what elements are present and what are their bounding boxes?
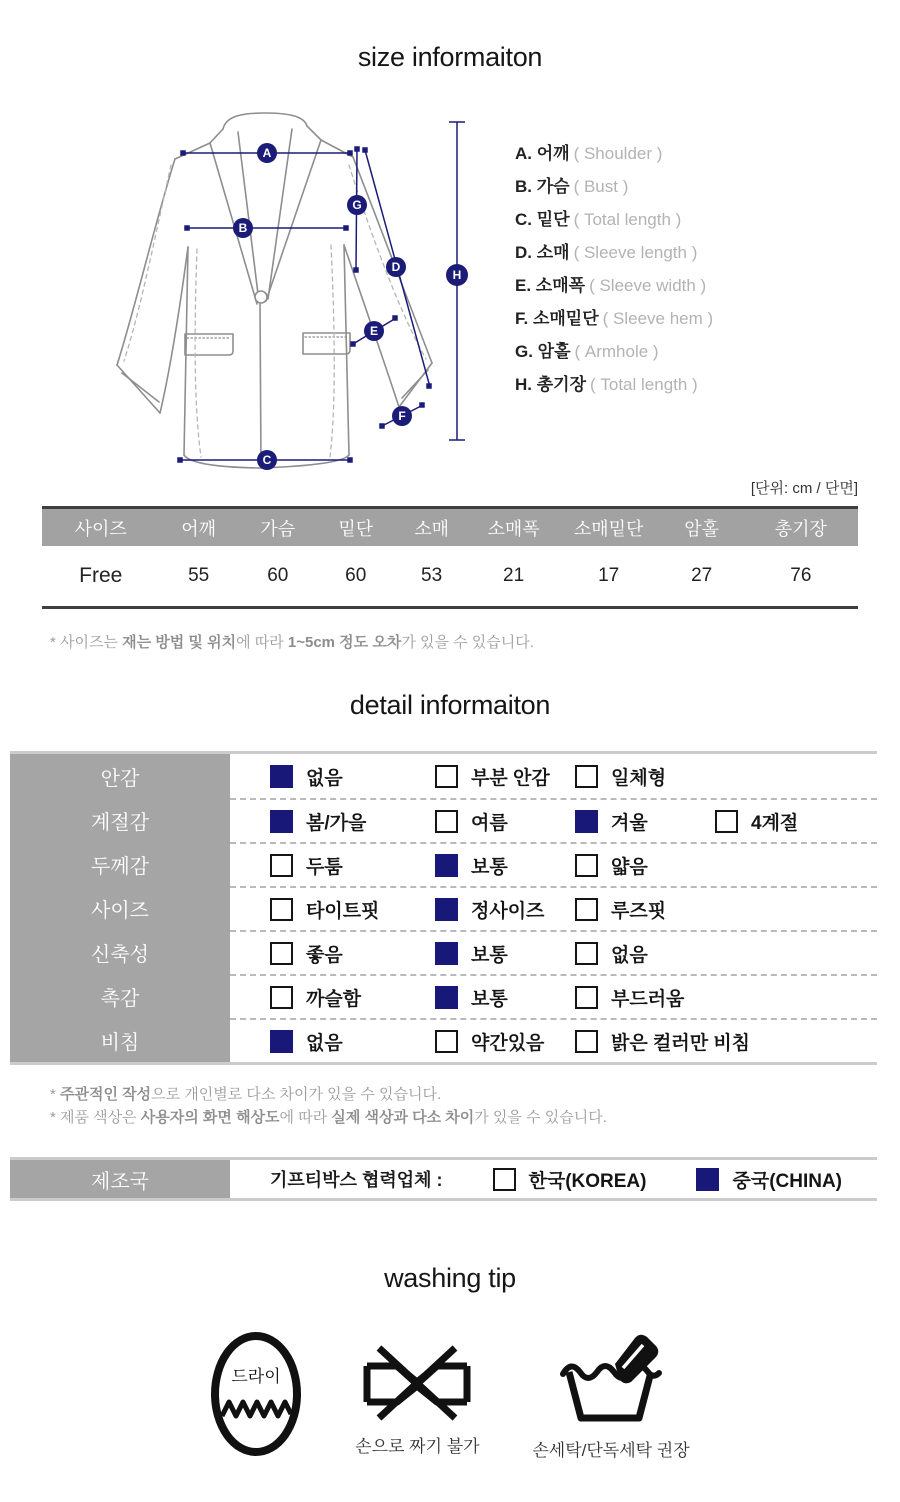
option bbox=[435, 984, 575, 1011]
checkbox-unchecked[interactable] bbox=[270, 942, 293, 965]
option bbox=[270, 896, 435, 923]
size-column-header: 암홀 bbox=[684, 518, 720, 539]
size-column-header: 총기장 bbox=[774, 518, 827, 539]
detail-note-1 bbox=[50, 1083, 900, 1106]
size-column-header: 소매 bbox=[414, 518, 449, 539]
marker-e: E bbox=[369, 324, 379, 338]
detail-row-label: 계절감 bbox=[10, 798, 230, 842]
size-value-cell: 76 bbox=[790, 565, 812, 586]
size-column-header: 어깨 bbox=[181, 518, 217, 539]
checkbox-checked[interactable] bbox=[435, 854, 458, 877]
note-segment: * 사이즈는 bbox=[50, 634, 123, 651]
option-label: 여름 bbox=[471, 812, 508, 834]
note-segment: 으로 개인별로 다소 차이가 있을 수 있습니다. bbox=[151, 1086, 442, 1103]
hand-wash-icon bbox=[559, 1332, 663, 1426]
origin-content bbox=[230, 1160, 877, 1198]
option bbox=[270, 940, 435, 967]
option bbox=[435, 896, 575, 923]
checkbox-unchecked[interactable] bbox=[270, 986, 293, 1009]
checkbox-checked[interactable] bbox=[696, 1168, 719, 1191]
detail-row-options bbox=[230, 1018, 877, 1062]
option-label: 부드러움 bbox=[611, 988, 685, 1010]
option-label: 루즈핏 bbox=[611, 900, 667, 922]
checkbox-unchecked[interactable] bbox=[270, 854, 293, 877]
note-segment: * bbox=[50, 1086, 61, 1103]
checkbox-checked[interactable] bbox=[270, 1030, 293, 1053]
option bbox=[270, 763, 435, 790]
option bbox=[715, 808, 798, 835]
option-label: 4계절 bbox=[751, 812, 799, 834]
note-bold-segment: 재는 방법 및 위치 bbox=[122, 634, 237, 651]
checkbox-checked[interactable] bbox=[435, 898, 458, 921]
option bbox=[435, 1028, 575, 1055]
option-label: 한국(KOREA) bbox=[528, 1170, 647, 1192]
checkbox-unchecked[interactable] bbox=[435, 810, 458, 833]
option bbox=[696, 1166, 842, 1193]
option-label: 좋음 bbox=[306, 944, 343, 966]
legend-item-label: H. 총기장 bbox=[515, 375, 586, 394]
option-label: 약간있음 bbox=[471, 1032, 545, 1054]
size-table bbox=[42, 506, 858, 609]
option-label: 겨울 bbox=[611, 812, 648, 834]
legend-item-label: C. 밑단 bbox=[515, 210, 570, 229]
option bbox=[575, 1028, 751, 1055]
detail-row-label: 두께감 bbox=[10, 842, 230, 886]
option bbox=[575, 896, 715, 923]
option-label: 중국(CHINA) bbox=[732, 1170, 843, 1192]
option bbox=[270, 984, 435, 1011]
marker-b: B bbox=[238, 221, 248, 235]
note-bold-segment: 주관적인 작성 bbox=[60, 1086, 152, 1103]
legend-item-english: ( Bust ) bbox=[573, 177, 629, 196]
unit-note: [단위: cm / 단면] bbox=[750, 480, 858, 497]
option bbox=[493, 1166, 647, 1193]
detail-row bbox=[10, 798, 877, 842]
option-label: 보통 bbox=[471, 856, 508, 878]
checkbox-unchecked[interactable] bbox=[575, 898, 598, 921]
option-label: 봄/가을 bbox=[306, 812, 367, 834]
detail-row-label: 비침 bbox=[10, 1018, 230, 1062]
size-table-data-row bbox=[42, 546, 858, 606]
option bbox=[270, 1028, 435, 1055]
note-bold-segment: 실제 색상과 다소 차이 bbox=[331, 1109, 475, 1126]
hand-wash-item bbox=[532, 1330, 689, 1461]
checkbox-checked[interactable] bbox=[435, 942, 458, 965]
option bbox=[435, 808, 575, 835]
detail-row-options bbox=[230, 842, 877, 886]
size-diagram bbox=[0, 99, 900, 477]
detail-row bbox=[10, 1018, 877, 1062]
checkbox-unchecked[interactable] bbox=[270, 898, 293, 921]
marker-d: D bbox=[391, 260, 401, 274]
jacket-measurement-diagram bbox=[60, 107, 480, 485]
size-value-cell: 53 bbox=[421, 565, 443, 586]
size-value-cell: 21 bbox=[503, 565, 525, 586]
no-wring-icon bbox=[354, 1344, 480, 1422]
size-column-header: 밑단 bbox=[338, 518, 374, 539]
dry-clean-item bbox=[210, 1330, 302, 1458]
note-bold-segment: 사용자의 화면 해상도 bbox=[140, 1109, 280, 1126]
legend-item-label: E. 소매폭 bbox=[515, 276, 586, 295]
dry-clean-icon-text: 드라이 bbox=[231, 1367, 282, 1386]
legend-item bbox=[515, 340, 713, 373]
marker-c: C bbox=[262, 453, 272, 467]
origin-label: 제조국 bbox=[10, 1160, 230, 1198]
legend-item bbox=[515, 142, 713, 175]
measurement-lines bbox=[178, 122, 465, 462]
detail-row bbox=[10, 842, 877, 886]
detail-notes bbox=[50, 1083, 900, 1129]
size-value-cell: 17 bbox=[598, 565, 620, 586]
option-label: 일체형 bbox=[611, 767, 667, 789]
checkbox-unchecked[interactable] bbox=[575, 1030, 598, 1053]
option-label: 보통 bbox=[471, 988, 508, 1010]
checkbox-unchecked[interactable] bbox=[435, 1030, 458, 1053]
option-label: 까슬함 bbox=[306, 988, 362, 1010]
detail-row bbox=[10, 930, 877, 974]
option bbox=[435, 940, 575, 967]
detail-row-options bbox=[230, 886, 877, 930]
no-wring-label: 손으로 짜기 불가 bbox=[355, 1437, 480, 1456]
note-segment: 에 따라 bbox=[236, 634, 288, 651]
legend-item-label: B. 가슴 bbox=[515, 177, 570, 196]
option-label: 밝은 컬러만 비침 bbox=[611, 1032, 751, 1054]
legend-item bbox=[515, 274, 713, 307]
marker-g: G bbox=[352, 198, 362, 212]
note-segment: 가 있을 수 있습니다. bbox=[474, 1109, 607, 1126]
detail-note-2 bbox=[50, 1106, 900, 1129]
detail-table bbox=[10, 751, 877, 1065]
option-label: 타이트핏 bbox=[306, 900, 380, 922]
legend-item-label: G. 암홀 bbox=[515, 342, 571, 361]
option-label: 정사이즈 bbox=[471, 900, 545, 922]
size-column-header: 소매밑단 bbox=[573, 518, 644, 539]
origin-prefix: 기프티박스 협력업체 : bbox=[270, 1170, 443, 1190]
washing-icons-row bbox=[0, 1330, 900, 1461]
note-bold-segment: 1~5cm 정도 오차 bbox=[287, 634, 402, 651]
note-segment: * 제품 색상은 bbox=[50, 1109, 141, 1126]
legend-item bbox=[515, 307, 713, 340]
hand-wash-label: 손세탁/단독세탁 권장 bbox=[532, 1441, 690, 1460]
option bbox=[575, 852, 715, 879]
legend-item-english: ( Sleeve hem ) bbox=[602, 309, 714, 328]
option bbox=[575, 808, 715, 835]
detail-row-options bbox=[230, 798, 877, 842]
legend-item-english: ( Sleeve width ) bbox=[589, 276, 707, 295]
detail-row bbox=[10, 974, 877, 1018]
legend-item-english: ( Total length ) bbox=[590, 375, 698, 394]
legend-item bbox=[515, 373, 713, 406]
detail-row-label: 신축성 bbox=[10, 930, 230, 974]
jacket-outline bbox=[117, 113, 432, 468]
note-segment: 에 따라 bbox=[279, 1109, 332, 1126]
checkbox-unchecked[interactable] bbox=[435, 765, 458, 788]
origin-options bbox=[443, 1166, 843, 1193]
option-label: 없음 bbox=[306, 767, 343, 789]
size-value-cell: 60 bbox=[345, 565, 367, 586]
option-label: 보통 bbox=[471, 944, 508, 966]
legend-item-label: D. 소매 bbox=[515, 243, 570, 262]
measurement-legend bbox=[515, 142, 713, 406]
note-segment: 가 있을 수 있습니다. bbox=[401, 634, 534, 651]
checkbox-unchecked[interactable] bbox=[575, 765, 598, 788]
checkbox-unchecked[interactable] bbox=[493, 1168, 516, 1191]
option bbox=[575, 984, 715, 1011]
option-label: 부분 안감 bbox=[471, 767, 550, 789]
option-label: 얇음 bbox=[611, 856, 648, 878]
checkbox-unchecked[interactable] bbox=[575, 942, 598, 965]
marker-h: H bbox=[452, 268, 462, 282]
option bbox=[575, 940, 715, 967]
legend-item-english: ( Shoulder ) bbox=[573, 144, 663, 163]
detail-row-label: 촉감 bbox=[10, 974, 230, 1018]
size-section-title: size informaiton bbox=[357, 42, 543, 72]
size-value-cell: Free bbox=[79, 564, 123, 587]
option bbox=[435, 763, 575, 790]
size-value-cell: 60 bbox=[267, 565, 289, 586]
legend-item bbox=[515, 241, 713, 274]
option bbox=[575, 763, 715, 790]
legend-item-english: ( Total length ) bbox=[573, 210, 682, 229]
checkbox-unchecked[interactable] bbox=[575, 986, 598, 1009]
washing-section-title: washing tip bbox=[384, 1263, 516, 1293]
legend-item bbox=[515, 208, 713, 241]
legend-item-label: F. 소매밑단 bbox=[515, 309, 599, 328]
option bbox=[270, 852, 435, 879]
detail-row bbox=[10, 886, 877, 930]
size-value-cell: 27 bbox=[691, 565, 713, 586]
marker-f: F bbox=[398, 409, 406, 423]
detail-row bbox=[10, 754, 877, 798]
legend-item bbox=[515, 175, 713, 208]
legend-item-label: A. 어깨 bbox=[515, 144, 570, 163]
option bbox=[270, 808, 435, 835]
size-column-header: 가슴 bbox=[260, 518, 296, 539]
marker-a: A bbox=[262, 146, 272, 160]
detail-row-label: 사이즈 bbox=[10, 886, 230, 930]
size-table-header-row bbox=[42, 509, 858, 546]
no-wring-item bbox=[354, 1330, 480, 1457]
size-value-cell: 55 bbox=[188, 565, 210, 586]
size-column-header: 소매폭 bbox=[487, 518, 540, 539]
measurement-markers bbox=[233, 143, 468, 470]
option-label: 없음 bbox=[306, 1032, 343, 1054]
checkbox-checked[interactable] bbox=[270, 765, 293, 788]
detail-row-options bbox=[230, 754, 877, 798]
size-column-header: 사이즈 bbox=[74, 518, 127, 539]
option-label: 두툼 bbox=[306, 856, 343, 878]
option bbox=[435, 852, 575, 879]
checkbox-unchecked[interactable] bbox=[715, 810, 738, 833]
option-label: 없음 bbox=[611, 944, 648, 966]
checkbox-unchecked[interactable] bbox=[575, 854, 598, 877]
size-note bbox=[50, 631, 900, 654]
checkbox-checked[interactable] bbox=[575, 810, 598, 833]
dry-clean-icon bbox=[210, 1330, 302, 1458]
detail-row-label: 안감 bbox=[10, 754, 230, 798]
checkbox-checked[interactable] bbox=[270, 810, 293, 833]
detail-section-title: detail informaiton bbox=[349, 690, 551, 720]
checkbox-checked[interactable] bbox=[435, 986, 458, 1009]
legend-item-english: ( Sleeve length ) bbox=[573, 243, 698, 262]
detail-row-options bbox=[230, 974, 877, 1018]
detail-row-options bbox=[230, 930, 877, 974]
origin-row bbox=[10, 1157, 877, 1201]
legend-item-english: ( Armhole ) bbox=[574, 342, 659, 361]
